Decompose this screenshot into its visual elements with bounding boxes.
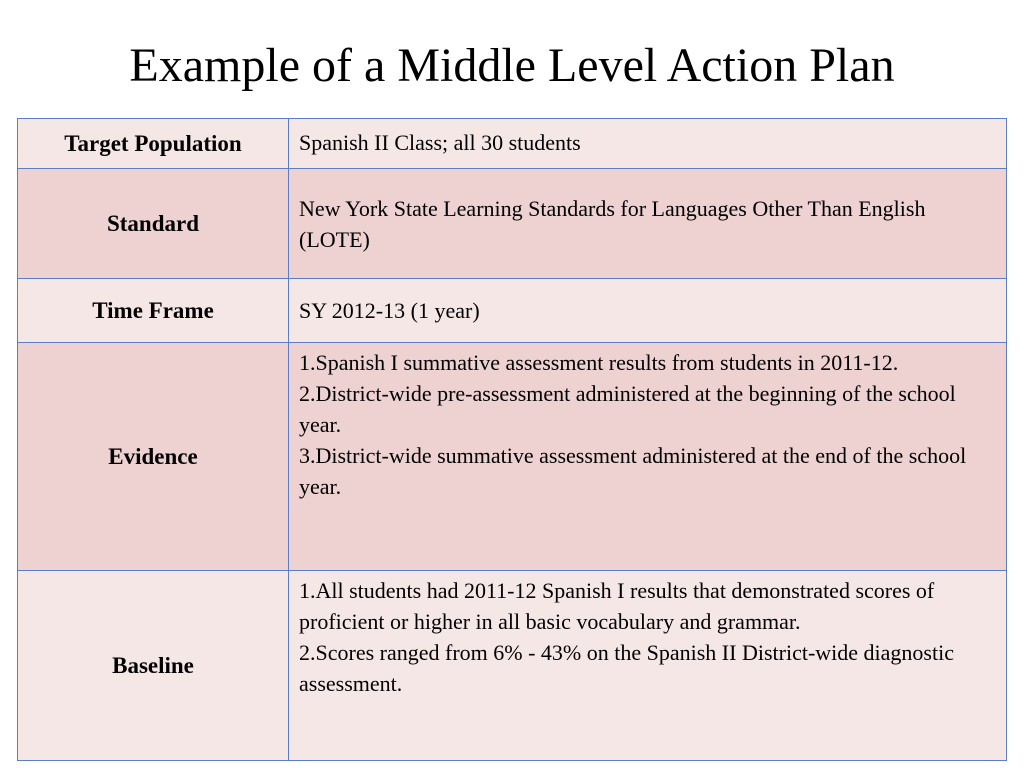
row-value [289,279,1007,343]
value-line: New York State Learning Standards for Languages Other Than English (LOTE) [299,196,926,252]
value-line: 1.All students had 2011-12 Spanish I results that demonstrated scores of proficient or higher in all basic vocabulary and grammar. [299,578,935,634]
value-line: 2.District-wide pre-assessment administered at the beginning of the school year. [299,381,956,437]
row-value [289,119,1007,169]
value-line: SY 2012-13 (1 year) [299,298,480,323]
row-label: Target Population [18,119,289,169]
value-line: 1.Spanish I summative assessment results from students in 2011-12. [299,350,899,375]
row-label: Baseline [18,571,289,761]
row-label: Standard [18,169,289,279]
value-line: Spanish II Class; all 30 students [299,130,581,155]
value-line: 2.Scores ranged from 6% - 43% on the Spanish II District-wide diagnostic assessment. [299,640,954,696]
row-value [289,169,1007,279]
table-row-time-frame [18,279,1007,343]
row-label: Evidence [18,343,289,571]
row-value [289,343,1007,571]
table-row-standard [18,169,1007,279]
table-row-evidence [18,343,1007,571]
table-row-baseline [18,571,1007,761]
action-plan-table [17,118,1007,761]
value-line: 3.District-wide summative assessment administered at the end of the school year. [299,443,967,499]
slide-title: Example of a Middle Level Action Plan [129,39,895,92]
table-row-target-population [18,119,1007,169]
row-value [289,571,1007,761]
row-label: Time Frame [18,279,289,343]
